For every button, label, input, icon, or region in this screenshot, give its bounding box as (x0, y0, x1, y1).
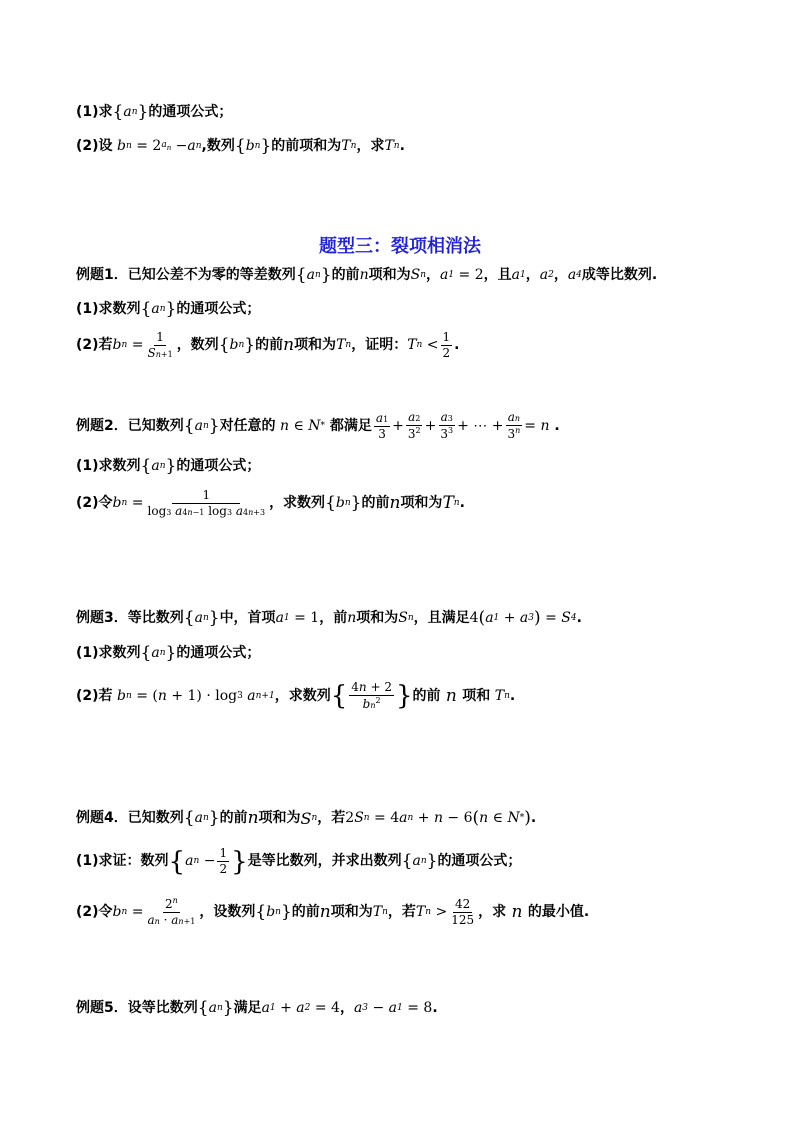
intro-question-2: (2)设 b n = 2 $a_n$ − a n ,数列 { b n } 的前项和为 T n ，求 T n . (76, 136, 405, 156)
example-2-stem: 例题2． 已知数列 { a n } 对任意的 n ∈ N * 都满足 $\frac{a1}{3}$ + $\frac{a2}{3^2}$ + $\frac{a3}{3^3}$ + ⋯ + $\frac{an}{3^n}$ = n . (76, 410, 560, 441)
example-4-part-1: (1)求证：数列 { a n − $\frac{1}{2}$ } 是等比数列，并求出数列 { a n } 的通项公式； (76, 846, 522, 877)
example-5-label: 例题5． (76, 999, 128, 1016)
example-4-stem: 例题4． 已知数列 { a n } 的前 n 项和为 S n ，若 2 S n = 4 a n + n − 6 ( n ∈ N * ) . (76, 808, 537, 828)
example-3-stem: 例题3． 等比数列 { a n } 中，首项 a 1 = 1 ，前 n 项和为 S n ，且满足 4 ( a 1 + a 3 ) = S 4 . (76, 608, 582, 628)
example-1-part-2: (2)若 b n = $\frac{1}{Sn+1}$ ，数列 { b n } 的前 n 项和为 T n ，证明： T n < $\frac{1}{2}$ . (76, 330, 460, 360)
example-5-stem: 例题5． 设等比数列 { a n } 满足 a 1 + a 2 = 4 ， a 3 − a 1 = 8 . (76, 998, 438, 1018)
example-1-part-1: (1)求数列 { a n } 的通项公式； (76, 299, 261, 319)
example-3-label: 例题3． (76, 609, 128, 626)
example-2-label: 例题2． (76, 417, 128, 434)
example-4-label: 例题4． (76, 809, 128, 826)
example-2-part-1: (1)求数列 { a n } 的通项公式； (76, 456, 261, 476)
example-3-part-2: (2)若 b n = ( n + 1) · log 3 a n+1 ，求数列 { $\frac{4n + 2}{bn^2}$ } 的前 n 项和 T n . (76, 680, 516, 711)
intro-question-1: (1)求 { a n } 的通项公式； (76, 102, 233, 122)
example-3-part-1: (1)求数列 { a n } 的通项公式； (76, 643, 261, 663)
example-2-part-2: (2)令 b n = $\frac{1}{\log 3 a4n-1 \log 3 a4n+3}$ ，求数列 { b n } 的前 n 项和为 T n . (76, 488, 465, 518)
example-4-part-2: (2)令 b n = $\frac{2^n}{an \cdot an+1}$ ，设数列 { b n } 的前 n 项和为 T n ，若 T n > $\frac{42}{125}$ ，求 n 的最小值. (76, 896, 590, 927)
example-1-stem: 例题1． 已知公差不为零的等差数列 { a n } 的前 n 项和为 S n ， a 1 = 2 ，且 a 1 ， a 2 ， a 4 成等比数列. (76, 265, 658, 285)
example-1-label: 例题1． (76, 266, 128, 283)
section-title: 题型三：裂项相消法 (319, 236, 481, 257)
